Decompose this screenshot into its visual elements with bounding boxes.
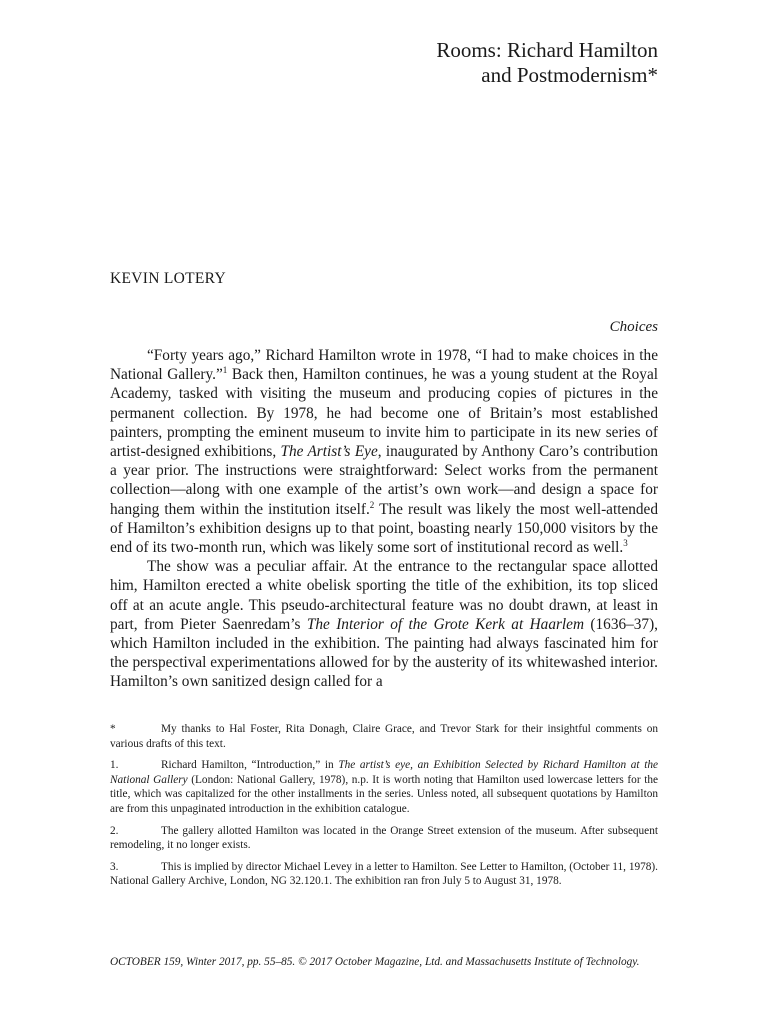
footnote-text: (London: National Gallery, 1978), n.p. It is worth noting that Hamilton used lowercase letters for the title, which was capitalized for the other installments in the series. Unless noted, all subsequent quotations by Hamilton are from this unpaginated introduction in the exhibition catalogue. bbox=[110, 773, 658, 815]
footnote-mark: 1. bbox=[110, 759, 119, 772]
paragraph-2 bbox=[110, 557, 658, 691]
footnote-mark: 2. bbox=[110, 824, 119, 837]
footnote-mark: 3. bbox=[110, 860, 119, 873]
text-run: “Forty years ago,” Richard Hamilton wrote in 1978, “I had to make choices in the National Gallery.” bbox=[110, 347, 658, 384]
text-run: Back then, Hamilton continues, he was a young student at the Royal Academy, tasked with visiting the museum and producing copies of pictures in the permanent collection. By 1978, he had become one of Britain’s most established painters, prompting the eminent museum to invite him to participate in its new series of artist-designed exhibitions, bbox=[110, 366, 658, 461]
footnote-text: Richard Hamilton, “Introduction,” in bbox=[161, 759, 339, 772]
footnotes bbox=[110, 722, 658, 896]
footnote-mark: * bbox=[110, 723, 116, 735]
footnote-ref-1: 1 bbox=[222, 365, 228, 376]
title-line-1: Rooms: Richard Hamilton bbox=[436, 38, 658, 62]
footnote-3 bbox=[110, 860, 658, 889]
title-line-2: and Postmodernism* bbox=[481, 63, 658, 87]
text-run: The show was a peculiar affair. At the entrance to the rectangular space allotted him, Hamilton erected a white obelisk sporting the title of the exhibition, its top sliced off at an acute angle. This pseudo-architectural feature was no doubt drawn, at least in part, from Pieter Saenredam’s bbox=[110, 558, 658, 633]
footnote-ref-2: 2 bbox=[369, 499, 375, 510]
citation-footer: OCTOBER 159, Winter 2017, pp. 55–85. © 2017 October Magazine, Ltd. and Massachusetts Institute of Technology. bbox=[110, 956, 640, 968]
footnote-2 bbox=[110, 824, 658, 853]
article-body bbox=[110, 346, 658, 692]
author-name: KEVIN LOTERY bbox=[110, 270, 226, 287]
article-title bbox=[138, 38, 658, 88]
section-heading: Choices bbox=[609, 319, 658, 335]
footnote-text: The gallery allotted Hamilton was located in the Orange Street extension of the museum. After subsequent remodeling, it no longer exists. bbox=[110, 824, 658, 852]
footnote-text: My thanks to Hal Foster, Rita Donagh, Claire Grace, and Trevor Stark for their insightful comments on various drafts of this text. bbox=[110, 723, 658, 750]
text-run: , inaugurated by Anthony Caro’s contribution a year prior. The instructions were straightforward: Select works from the permanent collection—along with one example of the artist’s own work—and design a space for hanging them within the institution itself. bbox=[110, 443, 658, 518]
italic-title: The Interior of the Grote Kerk at Haarlem bbox=[306, 615, 585, 633]
footnote-star bbox=[110, 722, 658, 751]
paragraph-1 bbox=[110, 346, 658, 557]
text-run: The result was likely the most well-attended of Hamilton’s exhibition designs up to that point, boasting nearly 150,000 visitors by the end of its two-month run, which was likely some sort of institutional record as well. bbox=[110, 500, 658, 557]
footnote-italic: The artist’s eye, an Exhibition Selected by Richard Hamilton at the National Gallery bbox=[110, 759, 658, 786]
text-run: (1636–37), which Hamilton included in the exhibition. The painting had always fascinated him for the perspectival experimentations allowed for by the austerity of its whitewashed interior. Hamilton’s own sanitized design called for a bbox=[110, 615, 658, 691]
footnote-1 bbox=[110, 758, 658, 816]
footnote-text: This is implied by director Michael Levey in a letter to Hamilton. See Letter to Hamilton, (October 11, 1978). National Gallery Archive, London, NG 32.120.1. The exhibition ran fron July 5 to August 31, 1978. bbox=[110, 860, 658, 888]
italic-title: The Artist’s Eye bbox=[280, 443, 378, 461]
footnote-ref-3: 3 bbox=[623, 538, 628, 549]
